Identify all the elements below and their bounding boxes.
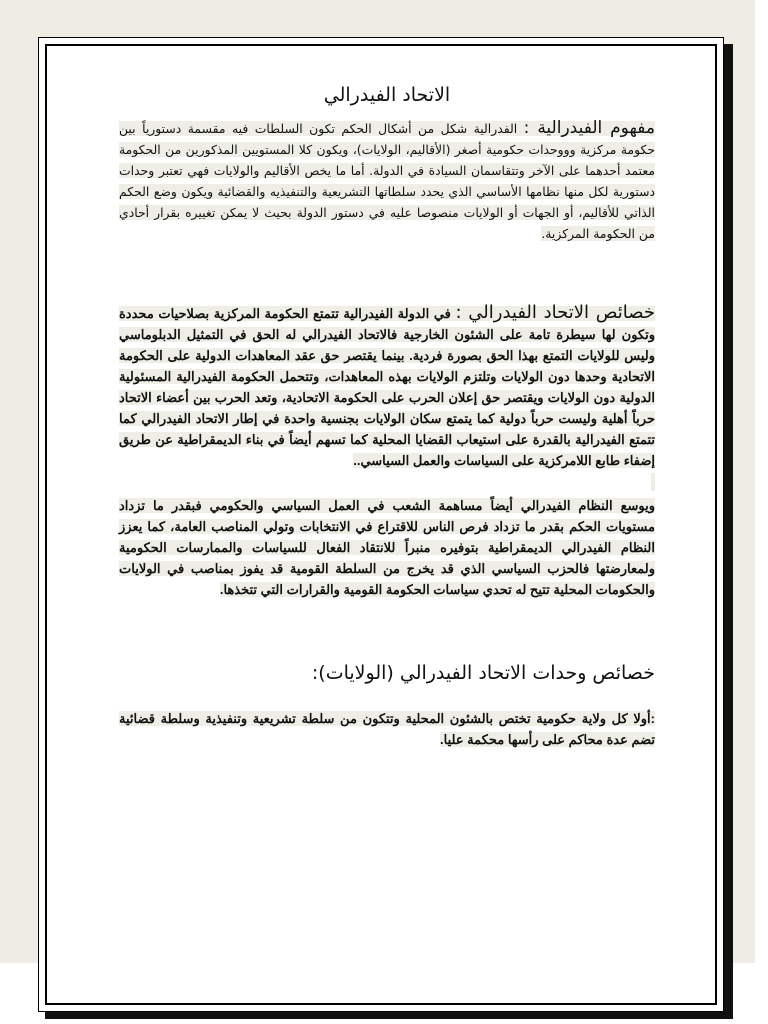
document-content bbox=[119, 84, 655, 750]
section-units-lead: :أولا bbox=[633, 711, 655, 726]
section-definition bbox=[119, 118, 655, 244]
section-definition-heading: مفهوم الفيدرالية : bbox=[523, 118, 655, 138]
section-definition-body: الفدرالية شكل من أشكال الحكم تكون السلطات فيه مقسمة دستورياً بين حكومة مركزية وووحدات حكومية أصغر (الأقاليم، الولايات)، ويكون كلا المستويين المذكورين من الحكومة معتمد أحدهما على الآخر وتتقاسمان السيادة في الدولة. أما ما يخص الأقاليم والولايات فهي تعتبر وحدات دستورية لكل منها نظامها الأساسي الذي يحدد سلطاتها التشريعية والتنفيذيه والقضائية ويكون وضع الحكم الذاتي للأقاليم، أو الجهات أو الولايات منصوصا عليه في دستور الدولة بحيث لا يمكن تغييره بقرار أحادي من الحكومة المركزية. bbox=[119, 121, 655, 241]
section-characteristics-heading: خصائص الاتحاد الفيدرالي : bbox=[455, 302, 655, 323]
section-units-body: كل ولاية حكومية تختص بالشئون المحلية وتتكون من سلطة تشريعية وتنفيذية وسلطة قضائية تضم عدة محاكم على رأسها محكمة عليا. bbox=[119, 711, 655, 747]
section-units-heading: خصائص وحدات الاتحاد الفيدرالي (الولايات): bbox=[311, 662, 655, 684]
paragraph-marker bbox=[119, 473, 655, 493]
section-participation bbox=[119, 495, 655, 600]
section-characteristics-body: في الدولة الفيدرالية تتمتع الحكومة المركزية بصلاحيات محددة وتكون لها سيطرة تامة على الشئون الخارجية فالاتحاد الفيدرالي له الحق في التمثيل الدبلوماسي وليس للولايات التمتع بهذا الحق بصورة فردية. بينما يقتصر حق عقد المعاهدات الدولية على الحكومة الاتحادية وحدها دون الولايات وتلتزم الولايات بهذه المعاهدات، وتتحمل الحكومة الفيدرالية المسئولية الدولية دون الولايات ويقتصر حق إعلان الحرب على الحكومة الاتحادية، وتعد الحرب بين أعضاء الاتحاد حرباً أهلية وليست حرباً دولية كما يتمتع سكان الولايات بجنسية واحدة في إطار الاتحاد الفيدرالي كما تتمتع الفيدرالية بالقدرة على استيعاب القضايا المحلية كما تسهم أيضاً في بناء الديمقراطية عن طريق إضفاء طابع اللامركزية على السياسات والعمل السياسي.. bbox=[119, 306, 655, 468]
section-federal-characteristics bbox=[119, 302, 655, 471]
document-title: الاتحاد الفيدرالي bbox=[323, 84, 451, 106]
document-page bbox=[38, 37, 724, 1012]
section-units bbox=[119, 708, 655, 750]
section-participation-body: ويوسع النظام الفيدرالي أيضاً مساهمة الشعب في العمل السياسي والحكومي فبقدر ما تزداد مستويات الحكم بقدر ما تزداد فرص الناس للاقتراع في الانتخابات وتولي المناصب العامة، كما يعزز النظام الفيدرالي الديمقراطية بتوفيره منبراً للانتقاد الفعال للسياسات والممارسات الحكومية ولمعارضتها فالحزب السياسي الذي قد يخرج من السلطة القومية قد يفوز بمناصب في الولايات والحكومات المحلية تتيح له تحدي سياسات الحكومة القومية والقرارات التي تتخذها. bbox=[119, 498, 655, 597]
